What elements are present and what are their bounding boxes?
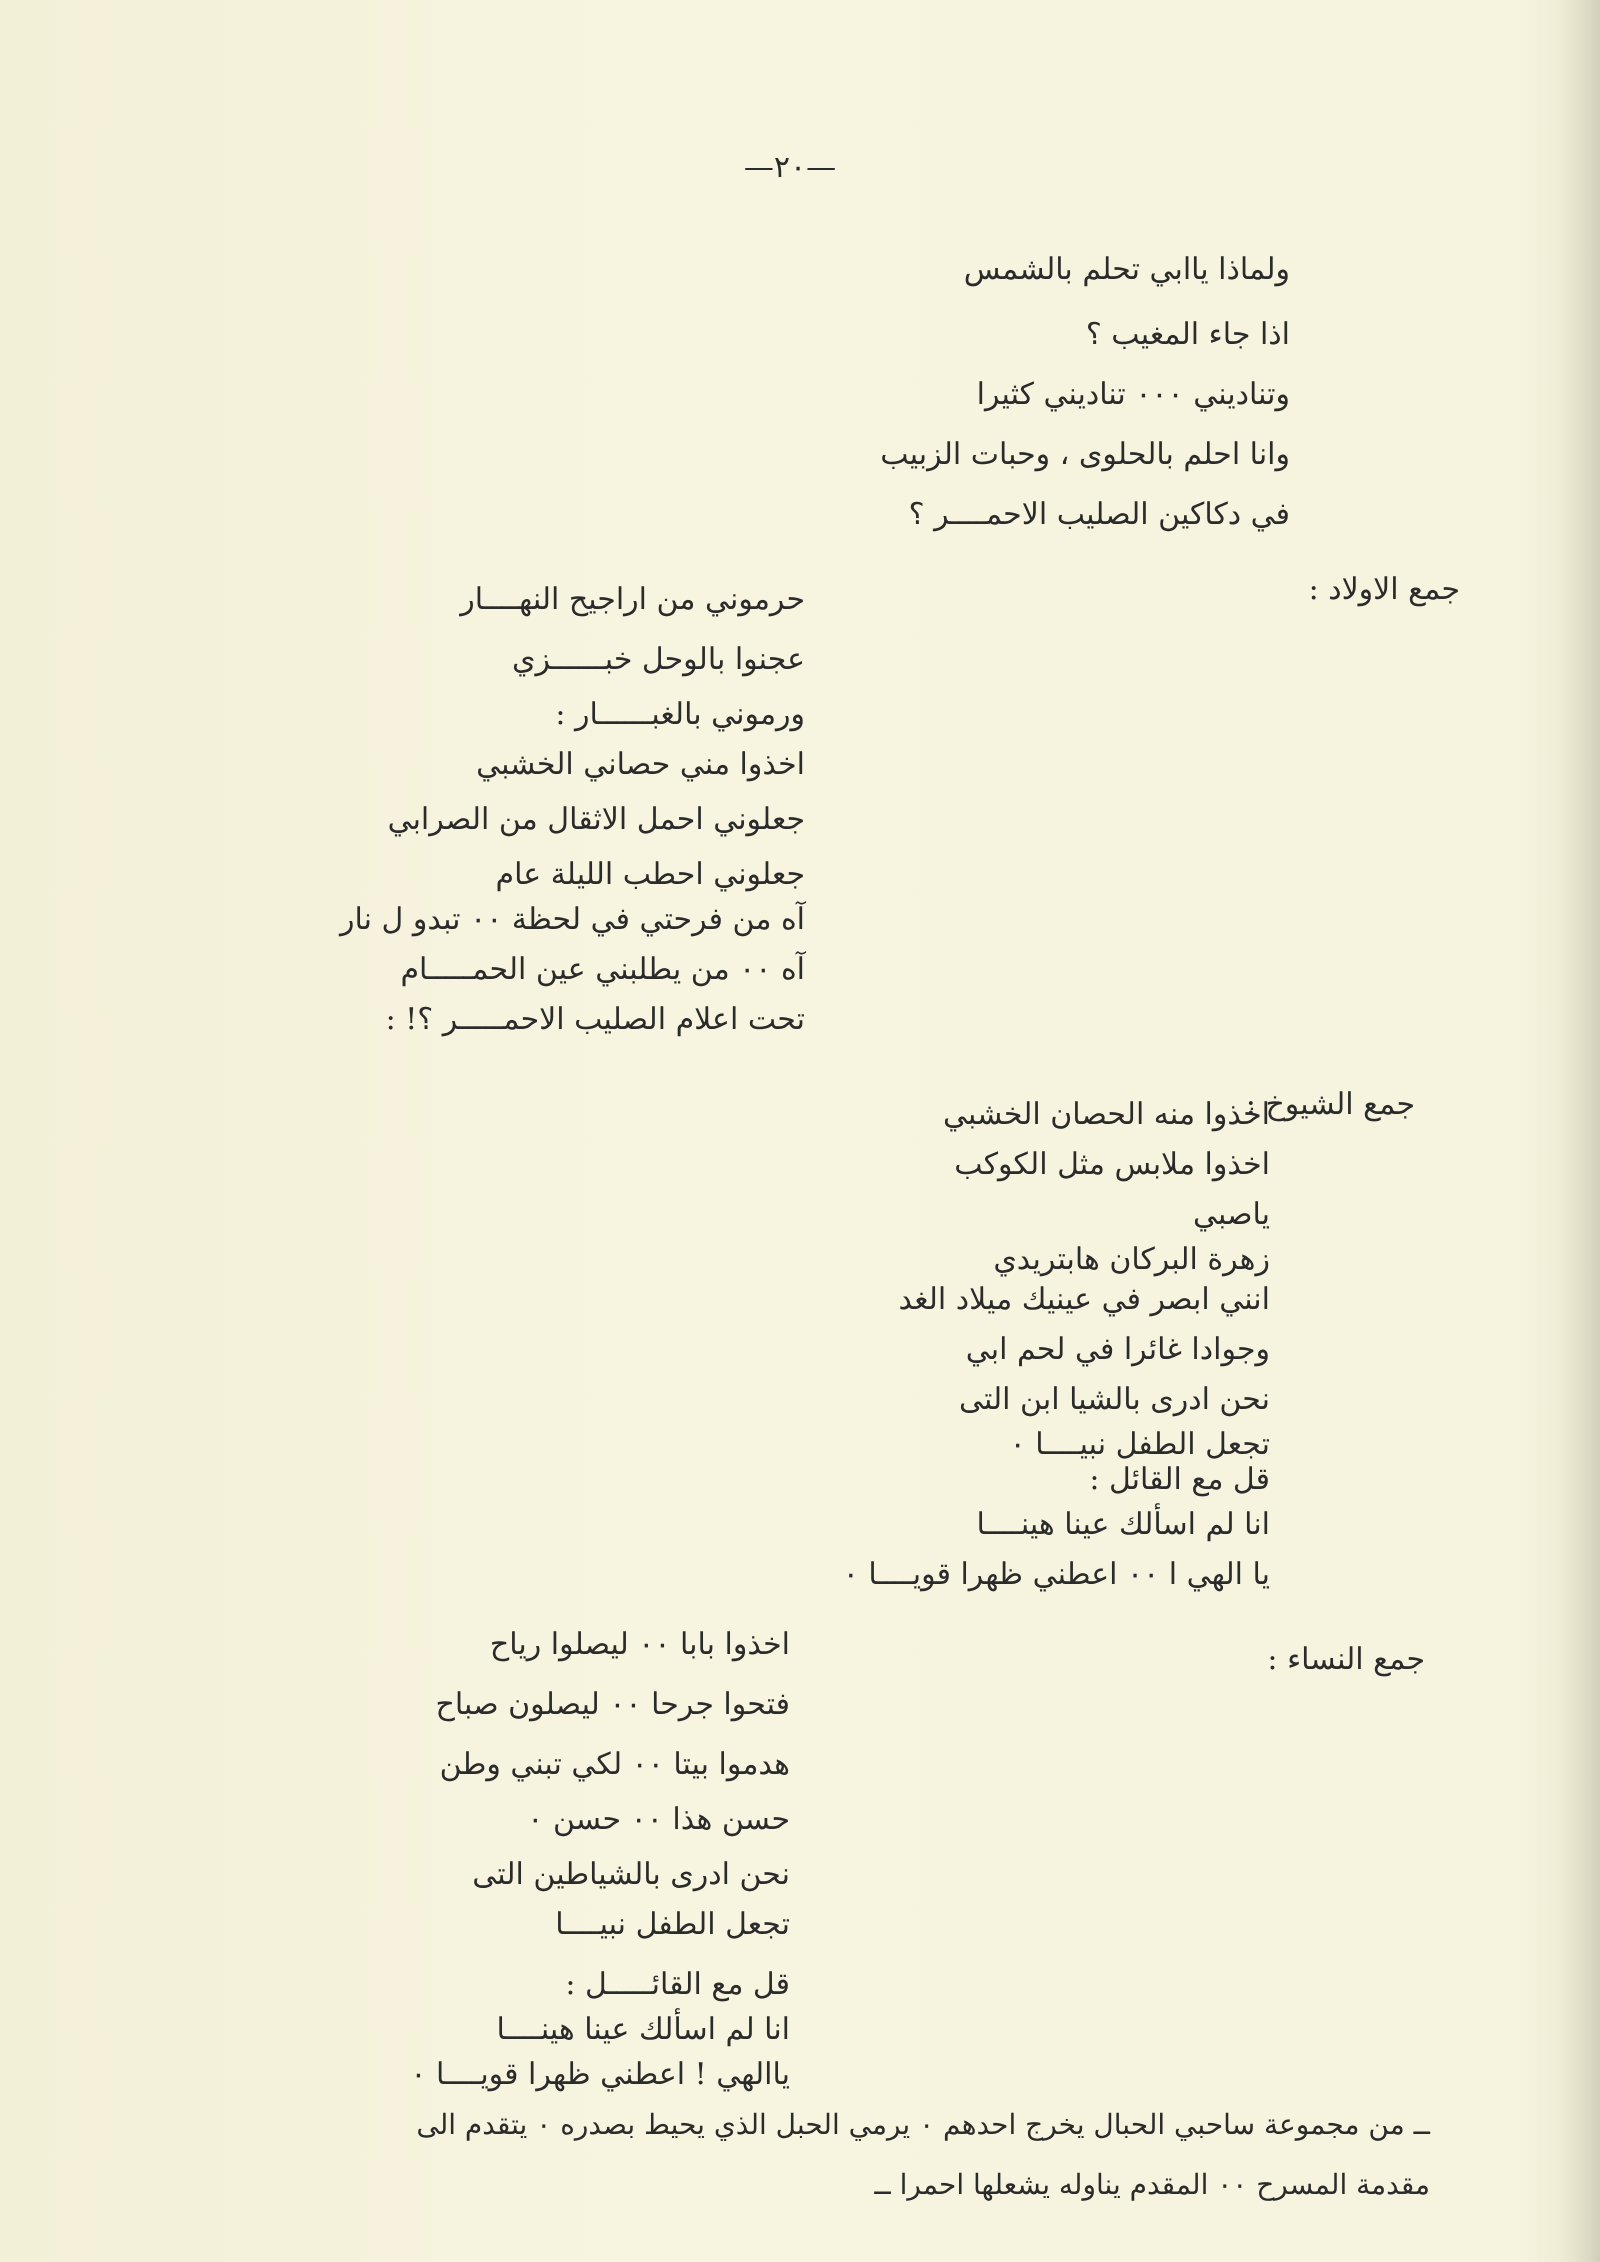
elders-line-7: نحن ادرى بالشيا ابن التى bbox=[958, 1382, 1270, 1417]
women-line-5: نحن ادرى بالشياطين التى bbox=[472, 1857, 790, 1892]
elders-line-8: تجعل الطفل نبيــــا ٠ bbox=[1009, 1427, 1270, 1462]
women-line-6: تجعل الطفل نبيــــا bbox=[555, 1907, 790, 1942]
children-line-4: اخذوا مني حصاني الخشبي bbox=[476, 747, 805, 782]
women-line-4: حسن هذا ٠٠ حسن ٠ bbox=[527, 1802, 790, 1837]
elders-line-1: اخذوا منه الحصان الخشبي bbox=[943, 1097, 1270, 1132]
children-line-8: آه ٠٠ من يطلبني عين الحمـــــام bbox=[400, 952, 805, 987]
women-line-7: قل مع القائـــــل : bbox=[565, 1967, 790, 2002]
children-line-6: جعلوني احطب الليلة عام bbox=[495, 857, 805, 892]
children-line-1: حرموني من اراجيح النهــــار bbox=[460, 582, 805, 617]
children-line-3: ورموني بالغبــــــار : bbox=[555, 697, 805, 732]
women-line-9: ياالهي ! اعطني ظهرا قويــــا ٠ bbox=[410, 2057, 790, 2092]
stage-direction-line-2: مقدمة المسرح ٠٠ المقدم يناوله يشعلها احمرا ــ bbox=[874, 2168, 1430, 2201]
intro-line-1: ولماذا ياابي تحلم بالشمس bbox=[963, 252, 1290, 287]
elders-line-2: اخذوا ملابس مثل الكوكب bbox=[954, 1147, 1270, 1182]
intro-line-5: في دكاكين الصليب الاحمــــر ؟ bbox=[908, 497, 1290, 532]
elders-line-5: انني ابصر في عينيك ميلاد الغد bbox=[898, 1282, 1270, 1317]
women-line-1: اخذوا بابا ٠٠ ليصلوا رياح bbox=[489, 1627, 790, 1662]
elders-line-3: ياصبي bbox=[1192, 1197, 1270, 1232]
elders-line-11: يا الهي ا ٠٠ اعطني ظهرا قويــــا ٠ bbox=[842, 1557, 1270, 1592]
elders-line-10: انا لم اسألك عينا هينــــا bbox=[976, 1507, 1270, 1542]
children-line-5: جعلوني احمل الاثقال من الصرابي bbox=[387, 802, 805, 837]
children-line-7: آه من فرحتي في لحظة ٠٠ تبدو ل نار bbox=[340, 902, 805, 937]
page-edge-shadow bbox=[1560, 0, 1600, 2262]
women-line-8: انا لم اسألك عينا هينــــا bbox=[496, 2012, 790, 2047]
children-line-2: عجنوا بالوحل خبــــــزي bbox=[512, 642, 805, 677]
speaker-children: جمع الاولاد : bbox=[1308, 572, 1460, 607]
elders-line-6: وجوادا غائرا في لحم ابي bbox=[965, 1332, 1270, 1367]
intro-line-3: وتناديني ٠٠٠ تناديني كثيرا bbox=[976, 377, 1290, 412]
speaker-women: جمع النساء : bbox=[1267, 1642, 1425, 1677]
intro-line-4: وانا احلم بالحلوى ، وحبات الزبيب bbox=[880, 437, 1290, 472]
women-line-3: هدموا بيتا ٠٠ لكي تبني وطن bbox=[439, 1747, 790, 1782]
speaker-elders: جمع الشيوخ : bbox=[1245, 1087, 1415, 1122]
elders-line-9: قل مع القائل : bbox=[1089, 1462, 1270, 1497]
page-number: —٢٠— bbox=[743, 150, 837, 185]
stage-direction-line-1: ــ من مجموعة ساحبي الحبال يخرج احدهم ٠ يرمي الحبل الذي يحيط بصدره ٠ يتقدم الى bbox=[416, 2108, 1430, 2141]
women-line-2: فتحوا جرحا ٠٠ ليصلون صباح bbox=[435, 1687, 790, 1722]
children-line-9: تحت اعلام الصليب الاحمـــــر ؟! : bbox=[385, 1002, 805, 1037]
elders-line-4: زهرة البركان هابتريدي bbox=[993, 1242, 1270, 1277]
intro-line-2: اذا جاء المغيب ؟ bbox=[1085, 317, 1290, 352]
